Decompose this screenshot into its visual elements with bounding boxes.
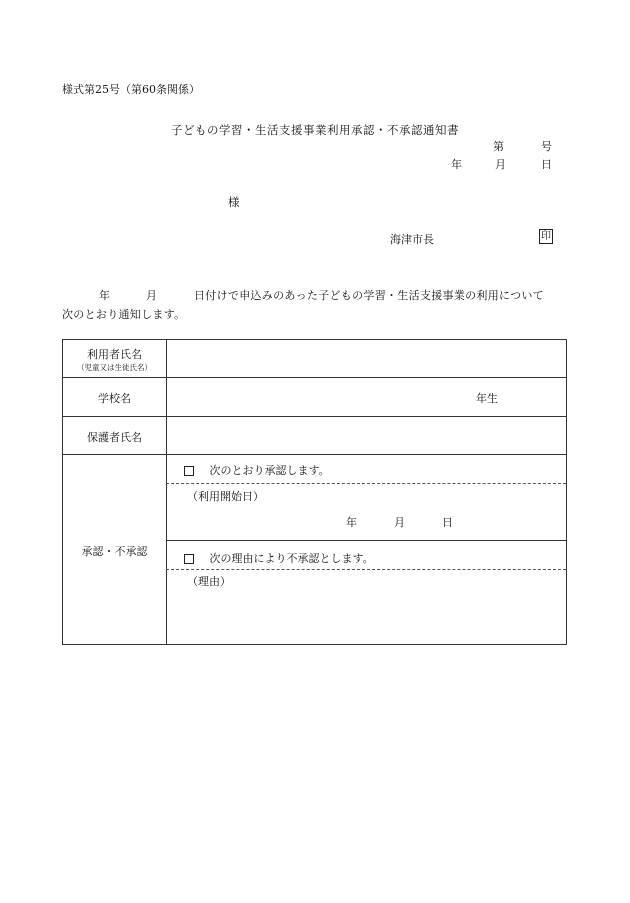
reason-field[interactable]	[167, 588, 566, 644]
reject-text: 次の理由により不承認とします。	[209, 552, 374, 565]
issue-date-month: 月	[495, 158, 506, 171]
notification-table	[62, 339, 567, 645]
start-date-day: 日	[442, 516, 453, 529]
start-date-label: （利用開始日）	[187, 490, 264, 503]
doc-number-dai: 第	[493, 140, 504, 153]
reason-label: （理由）	[187, 575, 231, 588]
dashed-divider	[166, 569, 566, 570]
body-text-line2: 次のとおり通知します。	[62, 308, 186, 321]
grade-suffix: 年生	[476, 392, 498, 405]
form-number: 様式第25号（第60条関係）	[62, 83, 200, 96]
guardian-label: 保護者氏名	[87, 431, 142, 444]
recipient-suffix: 様	[228, 195, 240, 209]
issue-date-year: 年	[451, 158, 462, 171]
issue-date-day: 日	[541, 158, 552, 171]
row-divider	[166, 540, 566, 541]
reject-option[interactable]	[184, 550, 374, 566]
body-month: 月	[146, 289, 157, 302]
user-name-sublabel: （児童又は生徒氏名）	[77, 363, 152, 372]
start-date-month: 月	[394, 516, 405, 529]
decision-label: 承認・不承認	[81, 545, 148, 558]
seal-mark: 印	[541, 231, 551, 242]
checkbox-icon[interactable]	[184, 466, 194, 476]
document-title: 子どもの学習・生活支援事業利用承認・不承認通知書	[171, 123, 459, 137]
body-year: 年	[99, 289, 110, 302]
school-label: 学校名	[98, 392, 131, 405]
body-text-line1: 日付けで申込みのあった子どもの学習・生活支援事業の利用について	[194, 289, 544, 302]
start-date-year: 年	[346, 516, 357, 529]
school-field[interactable]	[167, 378, 566, 415]
approve-option[interactable]	[184, 462, 330, 478]
issuer-name: 海津市長	[390, 233, 434, 246]
user-name-field[interactable]	[167, 341, 566, 376]
checkbox-icon[interactable]	[184, 554, 194, 564]
row-divider	[63, 454, 566, 455]
dashed-divider	[166, 483, 566, 484]
user-name-label: 利用者氏名	[87, 348, 142, 361]
approve-text: 次のとおり承認します。	[209, 464, 330, 477]
doc-number-go: 号	[541, 140, 552, 153]
guardian-field[interactable]	[167, 417, 566, 453]
